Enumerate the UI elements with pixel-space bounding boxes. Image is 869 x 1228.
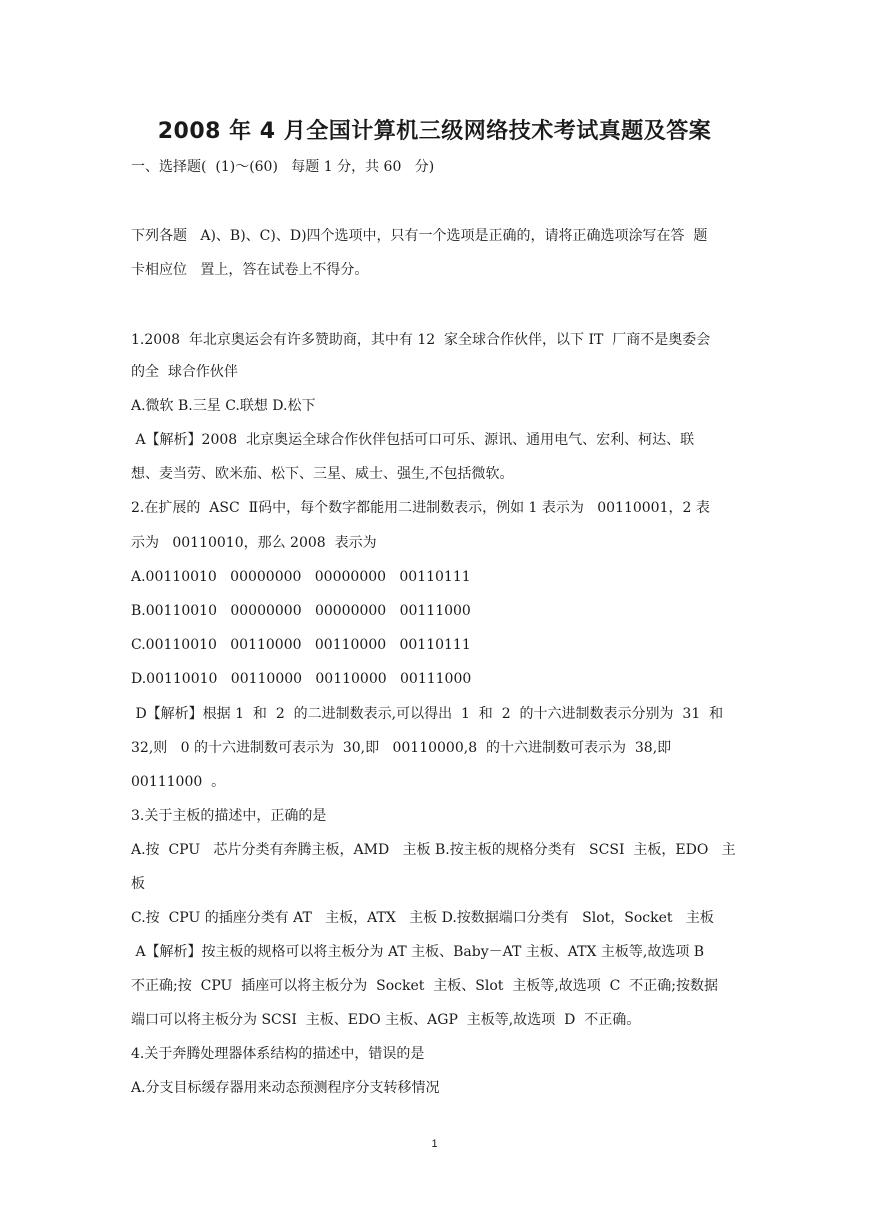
explanation-text: A【解析】按主板的规格可以将主板分为 AT 主板、Baby－AT 主板、ATX 主板等,故选项 B [131,944,705,960]
answer-options: C.按 CPU 的插座分类有 AT 主板，ATX 主板 D.按数据端口分类有 Slot，Socket 主板 [131,910,714,926]
instruction-text: 卡相应位 置上，答在试卷上不得分。 [131,262,369,278]
document-title: 2008 年 4 月全国计算机三级网络技术考试真题及答案 [157,119,712,144]
explanation-text: 不正确;按 CPU 插座可以将主板分为 Socket 主板、Slot 主板等,故选项 C 不正确;按数据 [131,978,718,994]
explanation-text: 32,则 0 的十六进制数可表示为 30,即 00110000,8 的十六进制数可表示为 38,即 [131,740,672,756]
explanation-text: D【解析】根据 1 和 2 的二进制数表示,可以得出 1 和 2 的十六进制数表示分别为 31 和 [131,706,724,722]
answer-option: D.00110010 00110000 00110000 00111000 [131,671,472,687]
answer-option: A.00110010 00000000 00000000 00110111 [131,569,471,585]
question-text: 示为 00110010，那么 2008 表示为 [131,535,377,551]
explanation-text: 00111000 。 [131,774,226,790]
explanation-text: A【解析】2008 北京奥运全球合作伙伴包括可口可乐、源讯、通用电气、宏利、柯达、联 [131,432,695,448]
answer-option: A.分支目标缓存器用来动态预测程序分支转移情况 [131,1080,440,1096]
section-heading: 一、选择题( (1)～(60) 每题 1 分，共 60 分) [131,159,435,175]
explanation-text: 端口可以将主板分为 SCSI 主板、EDO 主板、AGP 主板等,故选项 D 不正确。 [131,1012,641,1028]
answer-options: A.微软 B.三星 C.联想 D.松下 [131,398,316,414]
question-text: 4.关于奔腾处理器体系结构的描述中，错误的是 [131,1046,425,1062]
question-text: 1.2008 年北京奥运会有许多赞助商，其中有 12 家全球合作伙伴，以下 IT 厂商不是奥委会 [131,332,711,348]
instruction-text: 下列各题 A)、B)、C)、D)四个选项中，只有一个选项是正确的，请将正确选项涂写在答 题 [131,228,708,244]
answer-options: 板 [131,876,145,892]
answer-option: C.00110010 00110000 00110000 00110111 [131,637,471,653]
question-text: 3.关于主板的描述中，正确的是 [131,808,327,824]
answer-options: A.按 CPU 芯片分类有奔腾主板，AMD 主板 B.按主板的规格分类有 SCSI 主板，EDO 主 [131,842,736,858]
explanation-text: 想、麦当劳、欧米茄、松下、三星、威士、强生,不包括微软。 [131,466,514,482]
page-number: 1 [431,1138,438,1150]
question-text: 2.在扩展的 ASC Ⅱ码中，每个数字都能用二进制数表示，例如 1 表示为 00110001，2 表 [131,500,710,516]
question-text: 的全 球合作伙伴 [131,364,238,380]
answer-option: B.00110010 00000000 00000000 00111000 [131,603,471,619]
